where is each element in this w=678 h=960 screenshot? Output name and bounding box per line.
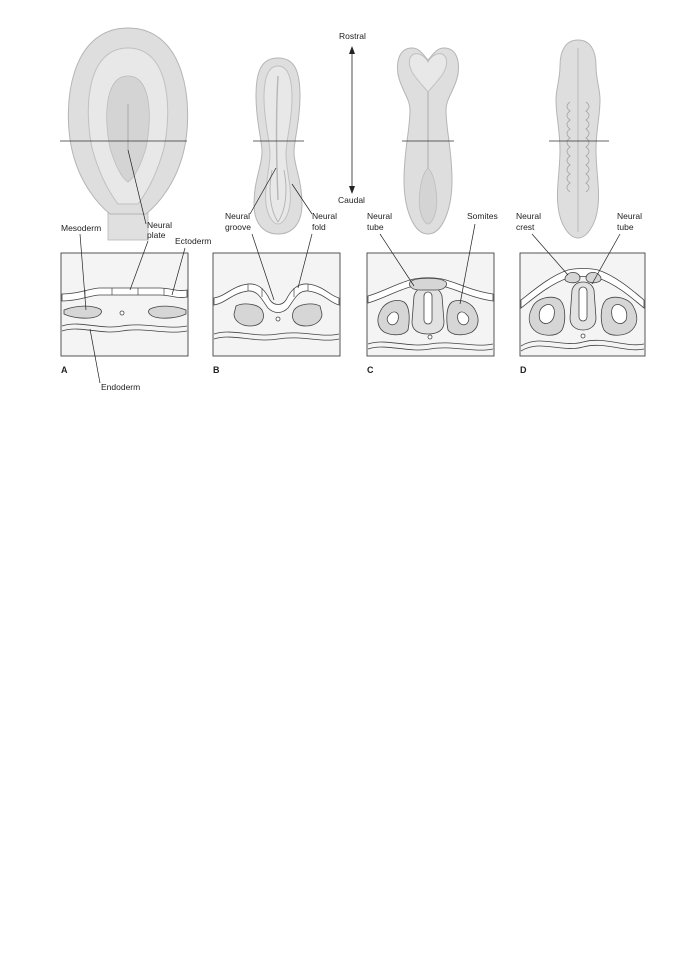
section-d bbox=[520, 253, 645, 375]
section-c-panel-letter: C bbox=[367, 365, 374, 375]
rostral-caudal-axis bbox=[338, 31, 366, 205]
label-neural-plate-line1: Neural bbox=[147, 220, 173, 230]
label-neural-tube-c-line1: Neural bbox=[367, 211, 393, 221]
section-a-frame bbox=[61, 253, 188, 356]
label-neural-tube-c-line2: tube bbox=[367, 222, 384, 232]
label-neural-fold-line2: fold bbox=[312, 222, 326, 232]
caudal-label: Caudal bbox=[338, 195, 365, 205]
embryo-b bbox=[253, 58, 304, 234]
section-b bbox=[213, 253, 340, 375]
label-neural-plate-line2: plate bbox=[147, 230, 166, 240]
embryo-d bbox=[549, 40, 609, 238]
section-b-notochord bbox=[276, 317, 280, 321]
section-a-panel-letter: A bbox=[61, 365, 68, 375]
section-c bbox=[367, 253, 494, 375]
label-neural-fold-line1: Neural bbox=[312, 211, 338, 221]
section-b-mesoderm-left bbox=[234, 304, 264, 326]
section-a-mesoderm-left bbox=[64, 306, 102, 318]
label-endoderm: Endoderm bbox=[101, 382, 141, 392]
label-ectoderm: Ectoderm bbox=[175, 236, 212, 246]
section-b-mesoderm-right bbox=[293, 304, 323, 326]
label-somites: Somites bbox=[467, 211, 498, 221]
label-neural-tube-d-line1: Neural bbox=[617, 211, 643, 221]
axis-arrowhead-up bbox=[349, 46, 355, 54]
section-a-mesoderm-right bbox=[148, 306, 186, 318]
label-mesoderm: Mesoderm bbox=[61, 223, 102, 233]
section-d-neural-canal bbox=[579, 287, 587, 321]
label-neural-crest-line2: crest bbox=[516, 222, 535, 232]
section-c-notochord bbox=[428, 335, 432, 339]
section-c-crest-cap bbox=[409, 278, 446, 290]
axis-arrowhead-down bbox=[349, 186, 355, 194]
embryo-c bbox=[398, 48, 459, 234]
section-c-neural-canal bbox=[424, 292, 432, 324]
label-neural-groove-line2: groove bbox=[225, 222, 251, 232]
embryo-a bbox=[60, 28, 188, 240]
section-a bbox=[61, 253, 188, 375]
rostral-label: Rostral bbox=[339, 31, 366, 41]
section-b-panel-letter: B bbox=[213, 365, 220, 375]
label-neural-tube-d-line2: tube bbox=[617, 222, 634, 232]
section-d-notochord bbox=[581, 334, 585, 338]
label-neural-groove-line1: Neural bbox=[225, 211, 251, 221]
label-neural-crest-line1: Neural bbox=[516, 211, 542, 221]
section-d-panel-letter: D bbox=[520, 365, 527, 375]
section-a-notochord bbox=[120, 311, 124, 315]
